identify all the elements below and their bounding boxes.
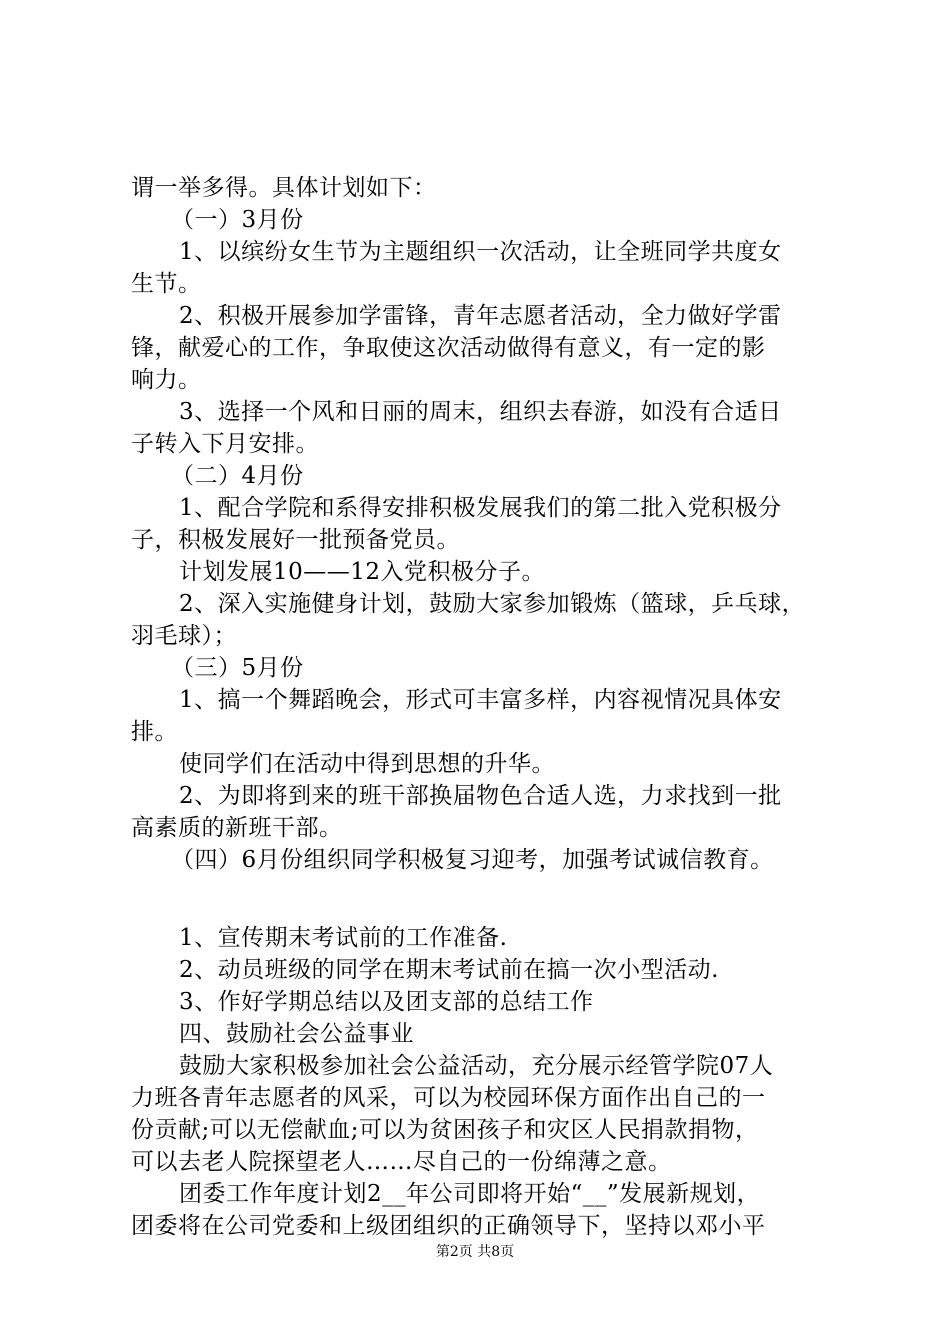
text-line: 鼓励大家积极参加社会公益活动，充分展示经管学院07人: [179, 1053, 774, 1079]
text-line: 2、深入实施健身计划，鼓励大家参加锻炼（篮球，乒乓球，: [179, 591, 806, 617]
text-line: 1、搞一个舞蹈晚会，形式可丰富多样，内容视情况具体安: [179, 687, 782, 713]
text-line: 计划发展10——12入党积极分子。: [179, 559, 546, 585]
text-line: 3、选择一个风和日丽的周末，组织去春游，如没有合适日: [179, 399, 782, 425]
text-line: 1、以缤纷女生节为主题组织一次活动，让全班同学共度女: [179, 239, 782, 265]
text-line: [131, 876, 841, 922]
text-line: 1、宣传期末考试前的工作准备.: [179, 925, 508, 951]
text-line: 2、动员班级的同学在期末考试前在搞一次小型活动.: [179, 957, 719, 983]
text-line: 2、为即将到来的班干部换届物色合适人选，力求找到一批: [179, 783, 782, 809]
text-line: 子转入下月安排。: [131, 431, 319, 457]
text-line: 锋，献爱心的工作，争取使这次活动做得有意义，有一定的影: [131, 335, 766, 361]
page-footer: 第2页 共8页: [435, 1244, 515, 1260]
text-line: 生节。: [131, 271, 202, 297]
text-line: 团委工作年度计划2__年公司即将开始“__”发展新规划，: [179, 1181, 761, 1207]
text-line: （二）4月份: [171, 463, 304, 489]
text-line: （三）5月份: [171, 655, 304, 681]
text-line: 高素质的新班干部。: [131, 815, 343, 841]
text-line: 四、鼓励社会公益事业: [179, 1021, 414, 1047]
text-line: （一）3月份: [171, 207, 304, 233]
text-line: （四）6月份组织同学积极复习迎考，加强考试诚信教育。: [171, 847, 774, 873]
text-line: 谓一举多得。具体计划如下：: [131, 175, 437, 201]
text-line: 力班各青年志愿者的风采，可以为校园环保方面作出自己的一: [131, 1085, 766, 1111]
text-line: 团委将在公司党委和上级团组织的正确领导下，坚持以邓小平: [131, 1213, 766, 1239]
text-line: 可以去老人院探望老人……尽自己的一份绵薄之意。: [131, 1149, 672, 1175]
text-line: 使同学们在活动中得到思想的升华。: [179, 751, 555, 777]
text-line: 3、作好学期总结以及团支部的总结工作: [179, 989, 594, 1015]
text-line: 羽毛球）；: [131, 623, 237, 649]
text-line: 2、积极开展参加学雷锋，青年志愿者活动，全力做好学雷: [179, 303, 782, 329]
text-line: 子，积极发展好一批预备党员。: [131, 527, 460, 553]
text-line: 份贡献;可以无偿献血;可以为贫困孩子和灾区人民捐款捐物，: [131, 1117, 759, 1143]
document-body: [131, 172, 841, 1242]
text-line: 响力。: [131, 367, 202, 393]
text-line: 排。: [131, 719, 178, 745]
text-line: 1、配合学院和系得安排积极发展我们的第二批入党积极分: [179, 495, 782, 521]
